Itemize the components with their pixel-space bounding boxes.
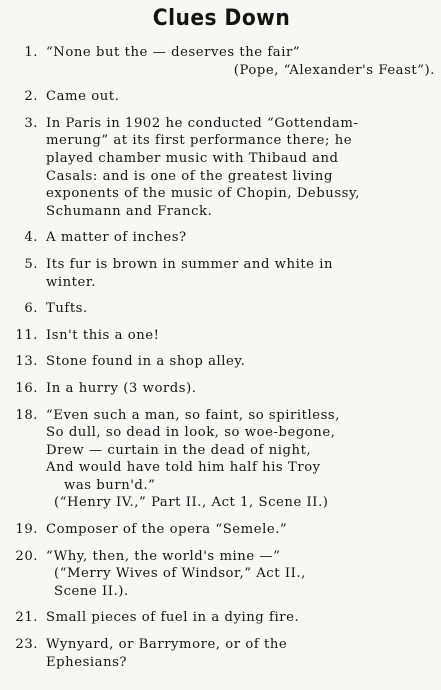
clue-line: (Pope, “Alexander's Feast”). (233, 62, 435, 78)
clue-number: 20. (15, 548, 38, 564)
clue-line: Its fur is brown in summer and white in (46, 256, 334, 272)
clue-text (46, 88, 435, 106)
clue-text (46, 353, 435, 371)
clue-line: “Even such a man, so faint, so spiritless, (46, 407, 340, 423)
clue-number: 18. (15, 407, 38, 423)
clue-text (46, 548, 435, 601)
clue-line: (“Henry IV.,” Part II., Act 1, Scene II.) (54, 495, 329, 511)
clue-number: 2. (24, 89, 38, 105)
clue-5 (8, 256, 435, 291)
clue-line: Isn't this a one! (46, 327, 160, 343)
clue-line: (“Merry Wives of Windsor,” Act II., (54, 566, 306, 582)
clue-line: In Paris in 1902 he conducted “Gottendam- (46, 115, 359, 131)
clue-number: 1. (24, 45, 38, 60)
clue-text (46, 229, 435, 247)
clue-16 (8, 380, 435, 398)
clue-line: Came out. (46, 89, 120, 105)
clue-line: A matter of inches? (46, 230, 187, 246)
clue-line: Ephesians? (46, 654, 128, 670)
clue-line: Scene II.). (54, 583, 129, 599)
clue-line: played chamber music with Thibaud and (46, 150, 339, 166)
clue-text (46, 636, 435, 671)
clue-line: “Why, then, the world's mine —” (46, 548, 281, 564)
clue-3 (8, 115, 435, 221)
clue-text (46, 380, 435, 398)
clue-number: 5. (24, 256, 38, 272)
clue-line: winter. (46, 274, 96, 290)
clue-number: 11. (15, 327, 38, 343)
clue-text (46, 115, 435, 221)
clue-text (46, 327, 435, 345)
clue-line: exponents of the music of Chopin, Debussy, (46, 186, 360, 202)
clue-line: So dull, so dead in look, so woe-begone, (46, 425, 336, 441)
clue-number: 6. (24, 301, 38, 317)
clue-number: 13. (15, 354, 38, 370)
clue-text (46, 609, 435, 627)
clue-line: In a hurry (3 words). (46, 380, 197, 396)
clue-line: Tufts. (46, 301, 88, 317)
clue-line: Small pieces of fuel in a dying fire. (46, 610, 300, 626)
clue-line: Schumann and Franck. (46, 203, 213, 219)
clue-line: Stone found in a shop alley. (46, 354, 246, 370)
clue-line: Wynyard, or Barrymore, or of the (46, 637, 288, 653)
clue-line: merung” at its first performance there; he (46, 133, 353, 149)
clue-text (46, 407, 435, 513)
clue-text (46, 521, 435, 539)
clue-number: 23. (15, 637, 38, 653)
clue-line: Casals: and is one of the greatest living (46, 168, 333, 184)
clue-19 (8, 521, 435, 539)
clue-20 (8, 548, 435, 601)
clue-line: Composer of the opera “Semele.” (46, 522, 288, 538)
clue-6 (8, 300, 435, 318)
clue-line: was burn'd.” (64, 477, 156, 493)
clue-21 (8, 609, 435, 627)
clue-number: 3. (24, 115, 38, 131)
clue-2 (8, 88, 435, 106)
clue-23 (8, 636, 435, 671)
clue-number: 4. (24, 230, 38, 246)
clue-text (46, 300, 435, 318)
clue-13 (8, 353, 435, 371)
clue-18 (8, 407, 435, 513)
clue-text (46, 44, 435, 79)
clue-line: “None but the — deserves the fair” (46, 45, 301, 60)
clue-number: 19. (15, 522, 38, 538)
clue-number: 21. (15, 610, 38, 626)
clue-11 (8, 327, 435, 345)
clue-text (46, 256, 435, 291)
clue-4 (8, 229, 435, 247)
clue-number: 16. (15, 380, 38, 396)
clue-line: Drew — curtain in the dead of night, (46, 442, 312, 458)
page-title: Clues Down (152, 6, 291, 31)
clue-1 (8, 44, 435, 79)
clue-line: And would have told him half his Troy (46, 460, 321, 476)
